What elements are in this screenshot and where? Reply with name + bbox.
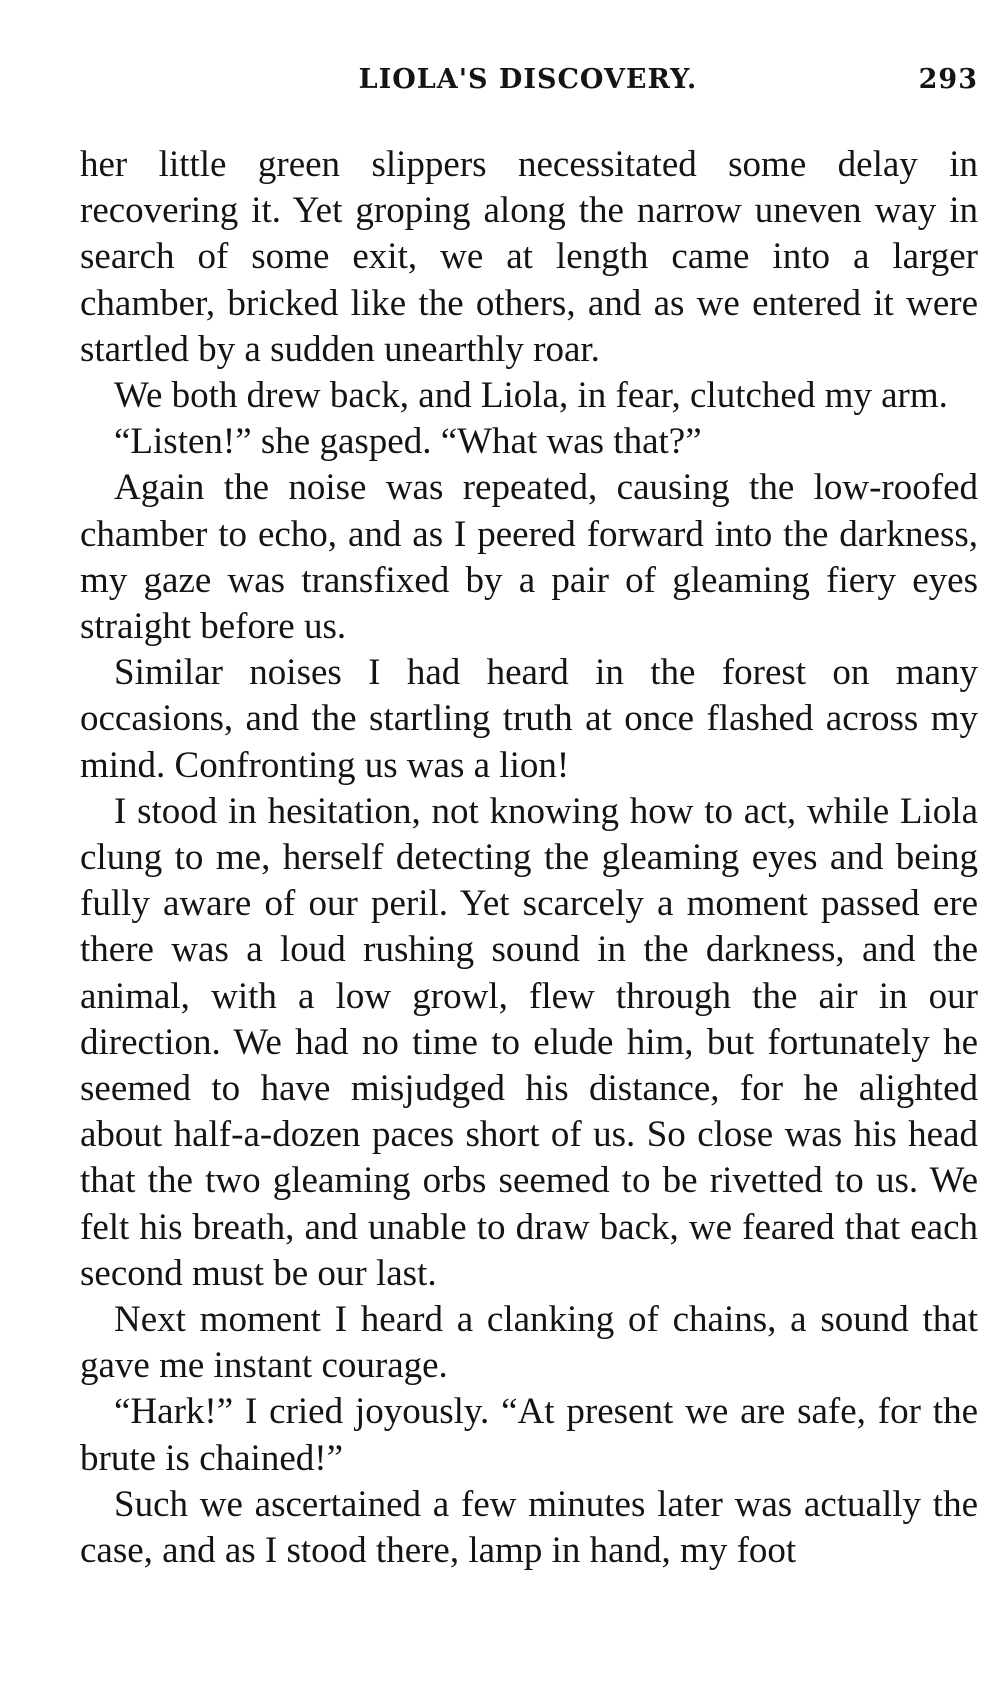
page-number: 293 [918,64,978,95]
paragraph: Next moment I heard a clanking of chains, a sound that gave me instant courage. [80,1299,978,1387]
paragraph-continues: Such we ascertained a few minutes later was actually the case, and as I stood there, lamp in hand, my foot [80,1483,978,1572]
paragraph-dialogue: “Hark!” I cried joyously. “At present we are safe, for the brute is chained!” [80,1391,978,1479]
paragraph: We both drew back, and Liola, in fear, clutched my arm. [114,375,948,417]
paragraph-continued: her little green slippers necessitated some delay in recovering it. Yet groping along the narrow uneven way in search of some exit, we at length came into a larger chamber, bricked like the others, and as we entered it were startled by a sudden unearthly roar. [80,144,978,370]
paragraph: Similar noises I had heard in the forest on many occasions, and the startling truth at once flashed across my mind. Confronting us was a lion! [80,652,978,786]
running-title: LIOLA'S DISCOVERY. [358,64,698,95]
paragraph: Again the noise was repeated, causing the low-roofed chamber to echo, and as I peered forward into the darkness, my gaze was transfixed by a pair of gleaming fiery eyes straight before us. [80,467,978,648]
paragraph-dialogue: “Listen!” she gasped. “What was that?” [114,421,702,463]
body-text [80,142,978,1574]
paragraph: I stood in hesitation, not knowing how to act, while Liola clung to me, herself detecting the gleaming eyes and being fully aware of our peril. Yet scarcely a moment passed ere there was a loud rushing sound in the darkness, and the animal, with a low growl, flew through the air in our direction. We had no time to elude him, but fortunately he seemed to have misjudged his distance, for he alighted about half-a-dozen paces short of us. So close was his head that the two gleaming orbs seemed to be rivetted to us. We felt his breath, and unable to draw back, we feared that each second must be our last. [80,790,978,1294]
running-head [78,64,978,104]
